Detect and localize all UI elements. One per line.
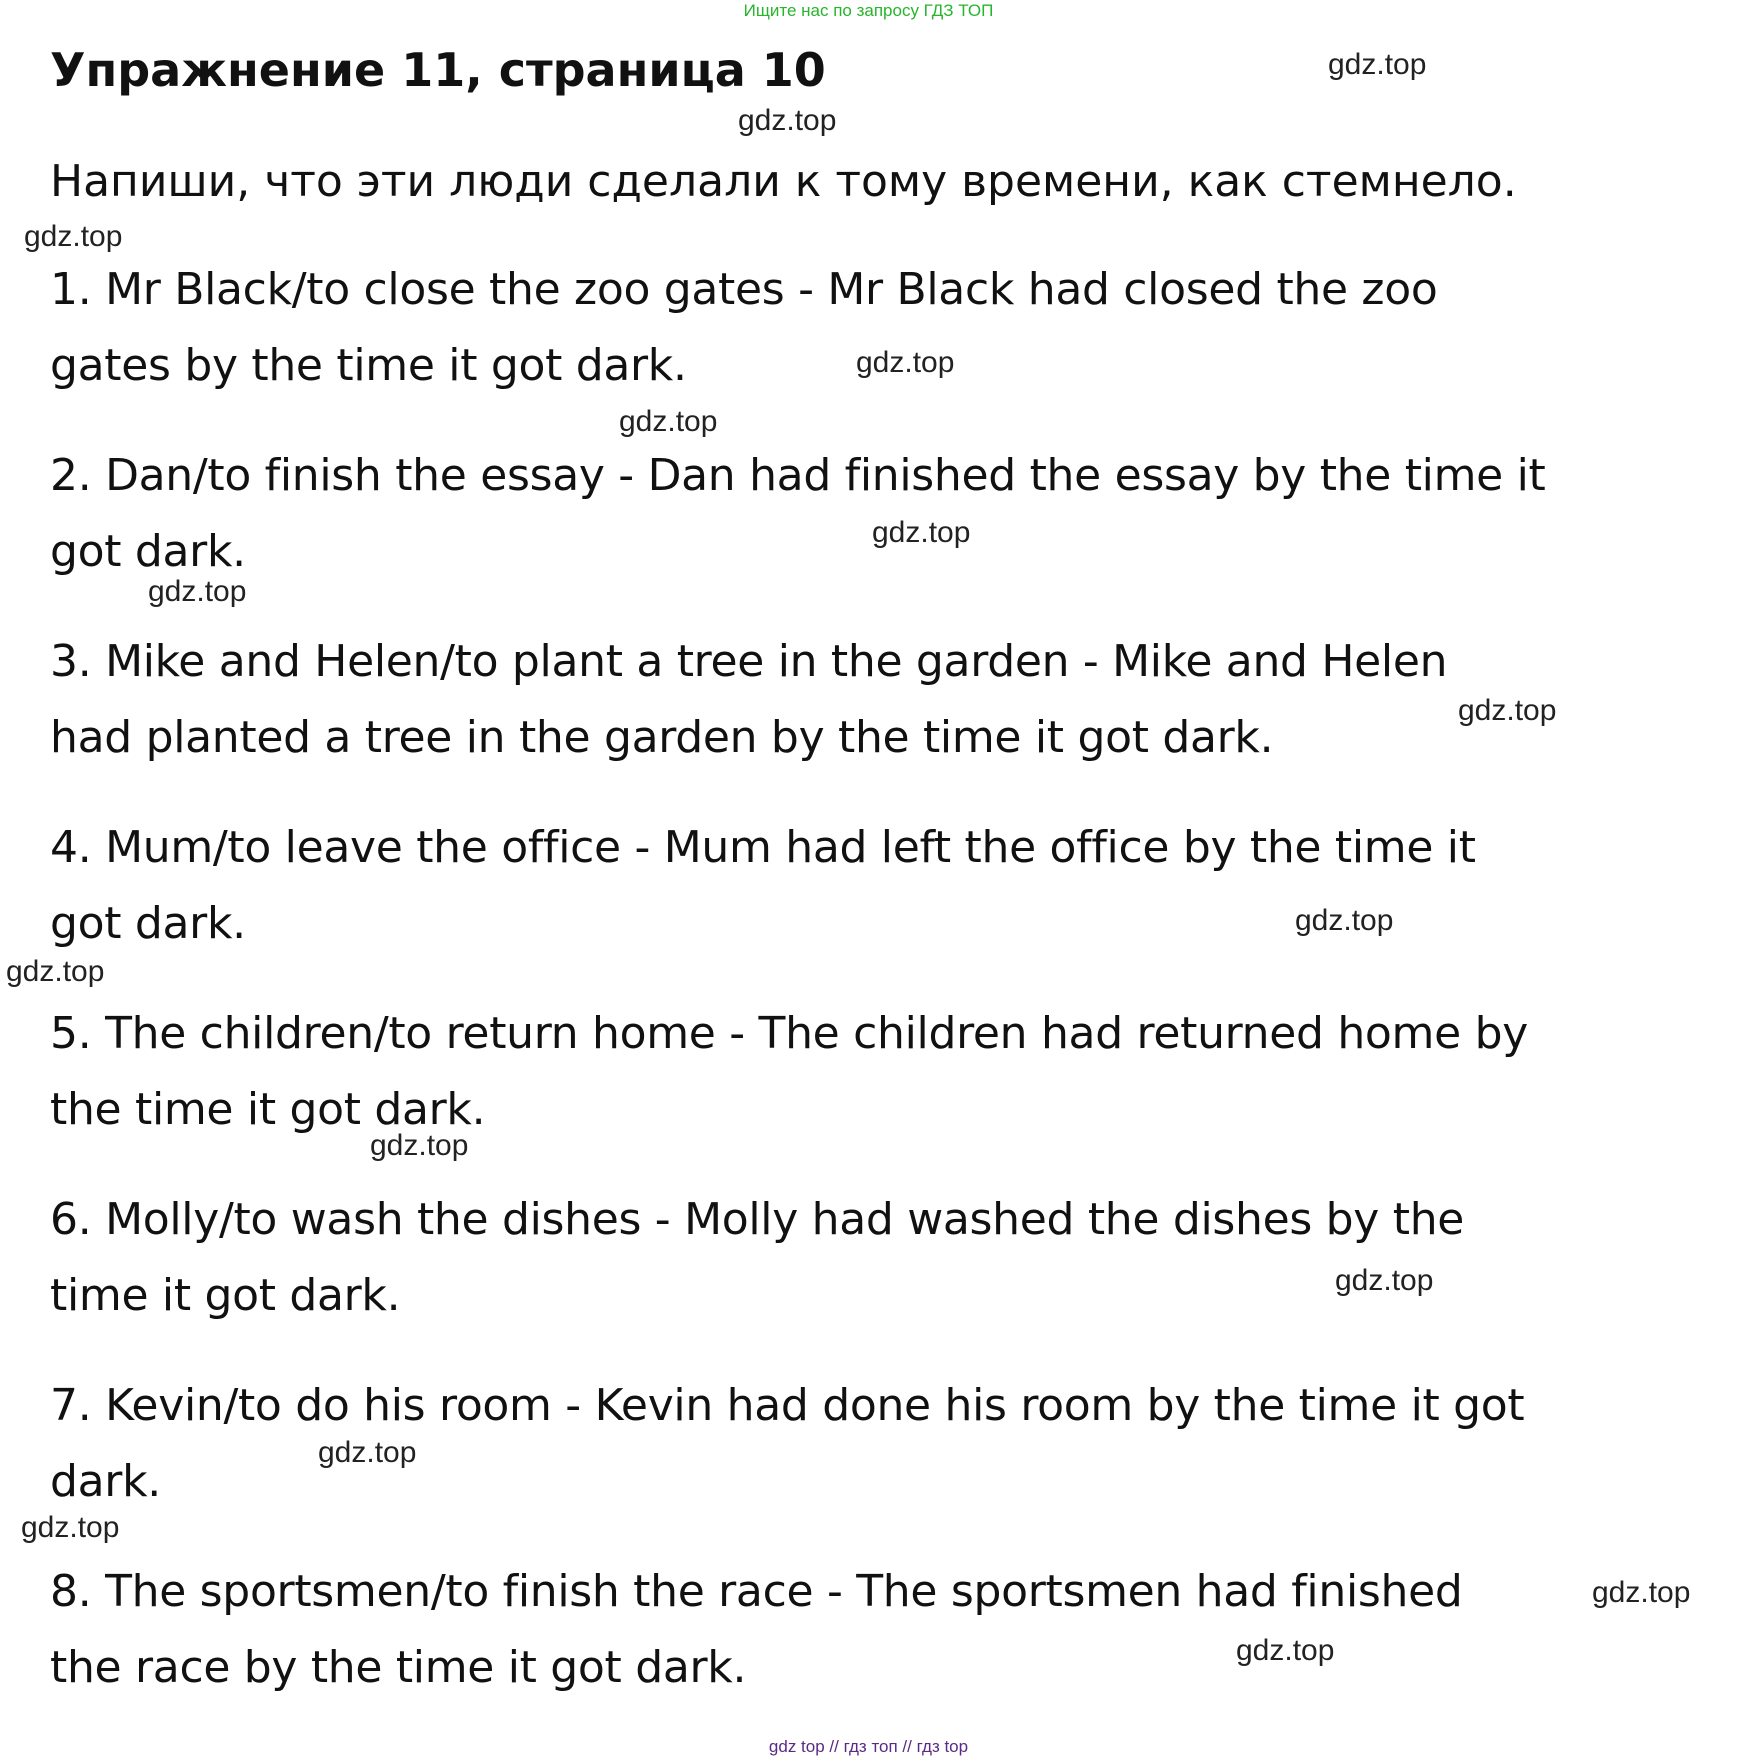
watermark: gdz.top xyxy=(1295,904,1394,937)
watermark: gdz.top xyxy=(21,1511,120,1544)
answer-line: dark. xyxy=(50,1456,161,1507)
watermark: gdz.top xyxy=(24,220,123,253)
answer-line: 2. Dan/to finish the essay - Dan had finished the essay by the time it xyxy=(50,450,1546,501)
answer-line: the time it got dark. xyxy=(50,1084,486,1135)
watermark: gdz.top xyxy=(1236,1634,1335,1667)
watermark: gdz.top xyxy=(856,346,955,379)
answer-item-1 xyxy=(50,252,1710,404)
answer-line: 6. Molly/to wash the dishes - Molly had washed the dishes by the xyxy=(50,1194,1465,1245)
watermark: gdz.top xyxy=(1458,694,1557,727)
watermark: gdz.top xyxy=(148,575,247,608)
answer-item-8 xyxy=(50,1554,1710,1706)
watermark: gdz.top xyxy=(738,104,837,137)
watermark: gdz.top xyxy=(318,1436,417,1469)
answer-item-2 xyxy=(50,438,1710,590)
footer-watermark: gdz top // гдз топ // гдз top xyxy=(768,1737,969,1756)
exercise-instruction: Напиши, что эти люди сделали к тому времени, как стемнело. xyxy=(50,156,1517,207)
watermark: gdz.top xyxy=(1328,48,1427,81)
watermark: gdz.top xyxy=(872,516,971,549)
answer-line: 8. The sportsmen/to finish the race - The sportsmen had finished xyxy=(50,1566,1463,1617)
answer-item-4 xyxy=(50,810,1710,962)
top-banner: Ищите нас по запросу ГДЗ ТОП xyxy=(743,1,994,20)
answer-item-7 xyxy=(50,1368,1710,1520)
watermark: gdz.top xyxy=(6,955,105,988)
answer-line: the race by the time it got dark. xyxy=(50,1642,747,1693)
answer-line: 3. Mike and Helen/to plant a tree in the garden - Mike and Helen xyxy=(50,636,1448,687)
answer-line: 5. The children/to return home - The children had returned home by xyxy=(50,1008,1528,1059)
watermark: gdz.top xyxy=(370,1129,469,1162)
answer-line: got dark. xyxy=(50,526,246,577)
page-title: Упражнение 11, страница 10 xyxy=(50,43,826,97)
answer-item-5 xyxy=(50,996,1710,1148)
answer-line: 1. Mr Black/to close the zoo gates - Mr Black had closed the zoo xyxy=(50,264,1438,315)
answer-item-6 xyxy=(50,1182,1710,1334)
watermark: gdz.top xyxy=(1592,1576,1691,1609)
watermark: gdz.top xyxy=(619,405,718,438)
answer-line: 4. Mum/to leave the office - Mum had left the office by the time it xyxy=(50,822,1476,873)
watermark: gdz.top xyxy=(1335,1264,1434,1297)
answer-line: had planted a tree in the garden by the time it got dark. xyxy=(50,712,1274,763)
answer-line: time it got dark. xyxy=(50,1270,401,1321)
answer-line: 7. Kevin/to do his room - Kevin had done his room by the time it got xyxy=(50,1380,1525,1431)
answer-line: got dark. xyxy=(50,898,246,949)
answer-line: gates by the time it got dark. xyxy=(50,340,687,391)
